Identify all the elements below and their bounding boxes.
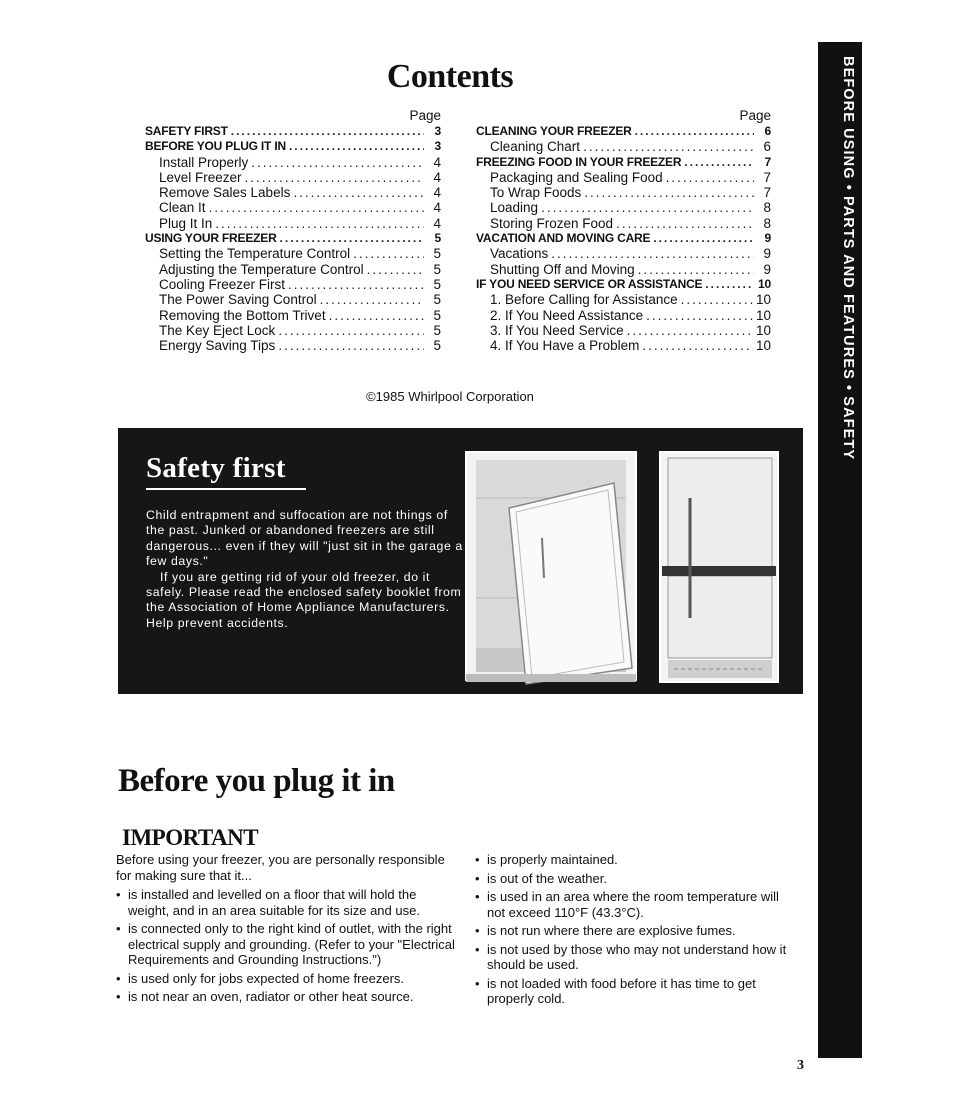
toc-leader-dots [684, 155, 754, 170]
toc-entry-page: 7 [763, 169, 771, 185]
toc-entry [145, 308, 441, 323]
toc-leader-dots [293, 185, 424, 200]
toc-entry-label: Clean It [159, 200, 206, 216]
page-title: Contents [386, 58, 514, 95]
toc-entry-label: Cooling Freezer First [159, 276, 286, 292]
bullet-item [116, 921, 460, 968]
toc-entry [476, 277, 771, 292]
toc-entry-page: 8 [763, 215, 771, 231]
toc-leader-dots [245, 170, 424, 185]
requirements-left-column [116, 852, 460, 1008]
bullet-text: is not near an oven, radiator or other heat source. [128, 989, 414, 1004]
toc-entry-page: 10 [755, 322, 771, 338]
bullet-item [116, 989, 460, 1005]
safety-paragraph: Child entrapment and suffocation are not things of the past. Junked or abandoned freezers are still dangerous... even if they will "just sit in the garage a few days." [146, 508, 463, 569]
bullet-item [116, 887, 460, 918]
safety-first-panel [118, 428, 803, 694]
toc-entry-label: CLEANING YOUR FREEZER [476, 124, 632, 138]
toc-leader-dots [353, 246, 424, 261]
toc-entry-label: Loading [490, 200, 539, 216]
toc-entry [145, 139, 441, 154]
toc-entry-label: 4. If You Have a Problem [490, 338, 640, 354]
toc-entry [145, 185, 441, 200]
toc-entry-label: Setting the Temperature Control [159, 246, 351, 262]
toc-entry [145, 155, 441, 170]
toc-leader-dots [584, 185, 754, 200]
bullet-item [475, 976, 797, 1007]
toc-page-header: Page [409, 108, 441, 123]
toc-leader-dots [666, 170, 754, 185]
bullet-text: is out of the weather. [487, 870, 607, 886]
toc-entry [145, 231, 441, 246]
toc-entry-page: 6 [764, 124, 771, 138]
toc-entry-label: BEFORE YOU PLUG IT IN [145, 139, 286, 154]
toc-left-column [145, 108, 441, 353]
toc-entry [476, 139, 771, 154]
bullet-item [475, 852, 797, 868]
bullet-text: is used only for jobs expected of home freezers. [128, 970, 405, 986]
toc-entry-label: Cleaning Chart [490, 139, 581, 155]
toc-entry-page: 7 [763, 185, 771, 201]
toc-entry [145, 338, 441, 353]
toc-entry-page: 5 [434, 231, 441, 246]
bullet-dot-icon: • [116, 970, 121, 986]
toc-right-column [476, 108, 771, 353]
toc-entry-page: 4 [433, 169, 441, 185]
toc-entry-page: 8 [763, 200, 771, 216]
toc-entry-label: The Power Saving Control [159, 292, 317, 308]
toc-entry-page: 4 [433, 154, 441, 170]
freezer-illustration [464, 448, 784, 686]
toc-entry [476, 246, 771, 261]
toc-entry [145, 262, 441, 277]
toc-entry [476, 185, 771, 200]
toc-entry-page: 10 [755, 307, 771, 323]
toc-entry [476, 124, 771, 139]
toc-entry-label: Install Properly [159, 154, 249, 170]
toc-entry [145, 124, 441, 139]
toc-leader-dots [329, 308, 424, 323]
toc-entry-label: 2. If You Need Assistance [490, 307, 644, 323]
toc-entry-label: Removing the Bottom Trivet [159, 307, 326, 323]
toc-leader-dots [653, 231, 754, 246]
toc-entry-label: Storing Frozen Food [490, 215, 614, 231]
upright-freezer-illustration [660, 452, 778, 682]
bullet-text: is used in an area where the room temperature will not exceed 110°F (43.3°C). [487, 889, 779, 920]
copyright-notice: ©1985 Whirlpool Corporation [366, 389, 534, 404]
toc-entry-label: Vacations [490, 246, 549, 262]
toc-entry-label: USING YOUR FREEZER [145, 231, 277, 246]
toc-entry-label: 3. If You Need Service [490, 322, 624, 338]
toc-entry-page: 5 [433, 322, 441, 338]
bullet-item [475, 889, 797, 920]
toc-leader-dots [288, 277, 424, 292]
toc-entry [145, 200, 441, 215]
toc-entry-page: 9 [763, 261, 771, 277]
toc-entry [476, 200, 771, 215]
toc-leader-dots [231, 124, 424, 139]
toc-entry-label: VACATION AND MOVING CARE [476, 231, 651, 246]
bullet-text: is connected only to the right kind of outlet, with the right electrical supply and grounding. (Refer to your "Electrical Requirements and Grounding Instructions.") [128, 921, 455, 967]
bullet-list-right [475, 852, 797, 1007]
safety-heading: Safety first [146, 452, 286, 484]
heading-underline [146, 488, 306, 490]
toc-entry-label: Level Freezer [159, 169, 242, 185]
bullet-dot-icon: • [475, 975, 480, 991]
toc-entry [476, 231, 771, 246]
toc-leader-dots [215, 216, 424, 231]
toc-entry [476, 323, 771, 338]
toc-entry [145, 277, 441, 292]
toc-entry-page: 5 [433, 307, 441, 323]
toc-right-list [476, 124, 771, 353]
toc-entry-label: Remove Sales Labels [159, 185, 291, 201]
page-number: 3 [797, 1058, 804, 1073]
sidebar-label: BEFORE USING • PARTS AND FEATURES • SAFETY [840, 56, 856, 461]
toc-entry-label: FREEZING FOOD IN YOUR FREEZER [476, 154, 682, 169]
bullet-dot-icon: • [475, 870, 480, 886]
toc-entry-page: 5 [433, 276, 441, 292]
bullet-dot-icon: • [116, 921, 121, 936]
safety-body [146, 508, 464, 631]
toc-entry-label: Adjusting the Temperature Control [159, 261, 364, 277]
toc-leader-dots [646, 308, 753, 323]
toc-entry-page: 6 [763, 139, 771, 155]
intro-paragraph: Before using your freezer, you are personally responsible for making sure that it... [116, 852, 445, 883]
important-subheading: IMPORTANT [122, 825, 259, 850]
toc-leader-dots [209, 200, 424, 215]
bullet-text: is installed and levelled on a floor that will hold the weight, and in an area suitable for its size and use. [128, 887, 420, 918]
toc-entry [476, 292, 771, 307]
toc-entry-label: 1. Before Calling for Assistance [490, 292, 678, 308]
toc-entry-page: 3 [434, 139, 441, 154]
bullet-dot-icon: • [475, 889, 480, 904]
bullet-text: is not used by those who may not understand how it should be used. [487, 941, 787, 972]
toc-entry-page: 5 [433, 246, 441, 262]
toc-leader-dots [289, 139, 424, 154]
toc-entry-page: 9 [763, 246, 771, 262]
toc-entry-page: 3 [434, 124, 441, 138]
toc-leader-dots [681, 292, 753, 307]
toc-entry [145, 170, 441, 185]
toc-leader-dots [320, 292, 424, 307]
toc-entry-label: SAFETY FIRST [145, 124, 228, 138]
toc-entry-page: 5 [433, 338, 441, 354]
toc-page-header: Page [739, 108, 771, 123]
bullet-item [475, 923, 797, 939]
bullet-dot-icon: • [475, 852, 480, 867]
requirements-right-column [475, 852, 797, 1010]
toc-leader-dots [627, 323, 753, 338]
toc-leader-dots [280, 231, 424, 246]
toc-leader-dots [278, 338, 424, 353]
toc-entry [476, 308, 771, 323]
toc-entry-page: 5 [433, 261, 441, 277]
open-freezer-illustration [466, 452, 636, 684]
toc-entry [476, 155, 771, 170]
toc-leader-dots [367, 262, 424, 277]
bullet-text: is not run where there are explosive fumes. [487, 923, 736, 938]
toc-entry-label: To Wrap Foods [490, 185, 582, 201]
toc-leader-dots [635, 124, 754, 139]
toc-entry-page: 4 [433, 185, 441, 201]
toc-entry [476, 262, 771, 277]
toc-leader-dots [541, 200, 754, 215]
toc-leader-dots [638, 262, 754, 277]
section-title: Before you plug it in [118, 763, 395, 799]
toc-entry-label: IF YOU NEED SERVICE OR ASSISTANCE [476, 276, 703, 291]
bullet-item [475, 871, 797, 887]
bullet-text: is properly maintained. [487, 852, 618, 867]
toc-leader-dots [583, 139, 754, 154]
toc-leader-dots [616, 216, 754, 231]
toc-entry-page: 10 [755, 338, 771, 354]
bullet-text: is not loaded with food before it has time to get properly cold. [487, 975, 756, 1006]
toc-entry-page: 10 [755, 292, 771, 308]
toc-entry-page: 10 [758, 276, 771, 291]
toc-entry [145, 246, 441, 261]
toc-entry [476, 170, 771, 185]
toc-entry [145, 292, 441, 307]
toc-leader-dots [551, 246, 754, 261]
toc-entry-page: 4 [433, 215, 441, 231]
toc-entry-page: 4 [433, 200, 441, 216]
toc-entry [476, 338, 771, 353]
safety-paragraph: If you are getting rid of your old freezer, do it safely. Please read the enclosed safety booklet from the Association of Home Appliance Manufacturers. Help prevent accidents. [146, 569, 462, 630]
toc-left-list [145, 124, 441, 353]
toc-entry-page: 9 [764, 231, 771, 246]
toc-leader-dots [705, 277, 754, 292]
section-sidebar-tab [818, 42, 862, 1058]
toc-entry-label: Plug It In [159, 215, 213, 231]
toc-entry-label: Packaging and Sealing Food [490, 169, 663, 185]
bullet-list-left [116, 887, 460, 1005]
toc-leader-dots [642, 338, 753, 353]
toc-leader-dots [278, 323, 424, 338]
bullet-dot-icon: • [116, 989, 121, 1004]
toc-entry [145, 323, 441, 338]
toc-entry [476, 216, 771, 231]
toc-entry-page: 5 [433, 292, 441, 308]
toc-entry-label: Energy Saving Tips [159, 338, 276, 354]
toc-entry-label: Shutting Off and Moving [490, 261, 635, 277]
toc-entry-page: 7 [764, 154, 771, 169]
bullet-dot-icon: • [475, 923, 480, 938]
bullet-dot-icon: • [475, 941, 480, 957]
toc-entry [145, 216, 441, 231]
bullet-item [475, 942, 797, 973]
bullet-dot-icon: • [116, 887, 121, 902]
bullet-item [116, 971, 460, 987]
toc-entry-label: The Key Eject Lock [159, 322, 276, 338]
toc-leader-dots [251, 155, 424, 170]
